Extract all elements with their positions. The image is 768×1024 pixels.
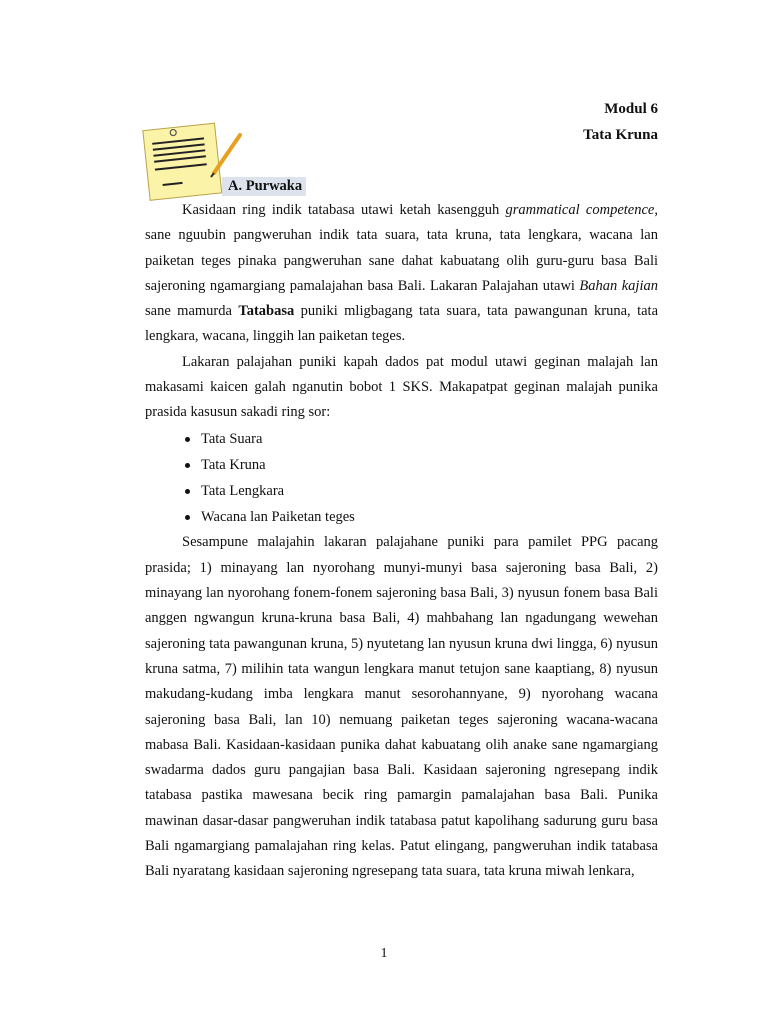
paragraph-objectives: Sesampune malajahin lakaran palajahane puniki para pamilet PPG pacang prasida; 1) minayang lan nyorohang munyi-munyi basa sajeroning basa Bali, 2) minayang lan nyorohang fonem-fonem sajeroning basa Bali, 3) nyusun fonem basa Bali anggen ngwangun kruna-kruna basa Bali, 4) mahbahang lan ngadungang wewehan sajeroning tata pawangunan kruna, 5) nyutetang lan nyusun kruna dwi lingga, 6) nyusun kruna satma, 7) milihin tata wangun lengkara manut tetujon sane kaaptiang, 8) nyusun makudang-kudang imba lengkara manut sesorohannyane, 9) nyorohang wacana sajeroning basa Bali, lan 10) nemuang paiketan teges sajeroning wacana-wacana mabasa Bali. Kasidaan-kasidaan punika dahat kabuatang olih anake sane ngamargiang swadarma dados guru pangajian basa Bali. Kasidaan sajeroning ngresepang indik tatabasa pastika mawesana becik ring pamargin pamalajahan basa Bali. Punika mawinan dasar-dasar pangweruhan indik tatabasa patut kapolihang sadurung guru basa Bali ngamargiang pamalajahan ring kelas. Patut elingang, pangweruhan indik tatabasa Bali nyaratang kasidaan sajeroning ngresepang tata suara, tata kruna miwah lenkara, xyxy=(145,534,658,880)
italic-term: grammatical competence xyxy=(505,202,655,218)
body-text xyxy=(145,198,658,885)
paragraph-intro xyxy=(145,198,658,350)
module-title: Tata Kruna xyxy=(583,127,658,143)
italic-term: Bahan kajian xyxy=(579,277,658,294)
page-number: 1 xyxy=(380,946,388,961)
paragraph-text: Kasidaan ring indik tatabasa utawi ketah kasengguh xyxy=(182,202,506,218)
section-heading: A. Purwaka xyxy=(222,177,306,196)
list-item: Wacana lan Paiketan teges xyxy=(145,504,658,530)
list-item: Tata Lengkara xyxy=(145,478,658,504)
list-item: Tata Kruna xyxy=(145,452,658,478)
paragraph-text: , sane nguubin pangweruhan indik tata suara, tata kruna, tata lengkara, wacana lan paiketan teges pinaka pangweruhan sane dahat kabuatang olih guru-guru basa Bali sajeroning ngamargiang pamalajahan basa Bali. Lakaran Palajahan utawi xyxy=(145,202,658,294)
module-list xyxy=(145,426,658,531)
paragraph-modules: Lakaran palajahan puniki kapah dados pat modul utawi geginan malajah lan makasami kaicen galah nganutin bobot 1 SKS. Makapatpat geginan malajah punika prasida kasusun sakadi ring sor: xyxy=(145,353,658,421)
paragraph-text: sane mamurda xyxy=(145,303,239,320)
bold-term: Tatabasa xyxy=(238,303,295,320)
list-item: Tata Suara xyxy=(145,426,658,452)
paragraph-text: puniki mligbagang tata suara, tata pawangunan kruna, tata lengkara, wacana, linggih lan paiketan teges. xyxy=(145,303,658,345)
module-label: Modul 6 xyxy=(604,101,658,117)
